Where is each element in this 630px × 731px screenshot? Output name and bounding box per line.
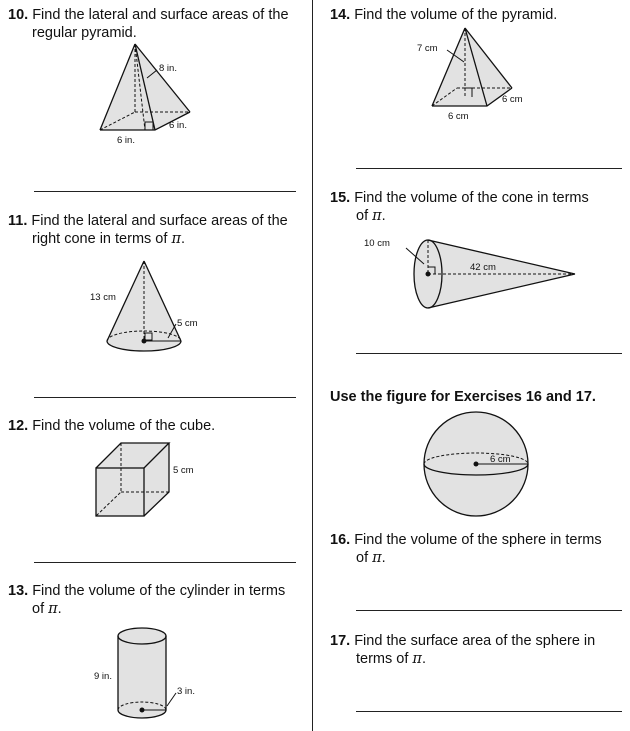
- side-label: 6 in.: [169, 120, 187, 131]
- column-divider: [312, 0, 313, 731]
- height-label: 7 cm: [417, 43, 438, 54]
- question-number: 15.: [330, 190, 351, 206]
- cube-figure-q12: [93, 440, 213, 520]
- base-label: 6 cm: [448, 111, 469, 122]
- answer-line: [34, 191, 296, 192]
- cone-figure-q15: [358, 236, 618, 316]
- question-number: 13.: [8, 583, 29, 599]
- pi-symbol: π: [171, 231, 181, 247]
- question-14: [330, 6, 557, 24]
- question-number: 12.: [8, 418, 29, 434]
- radius-label: 10 cm: [364, 238, 390, 249]
- answer-line: [356, 353, 622, 354]
- pi-symbol: π: [372, 208, 382, 224]
- pi-symbol: π: [372, 550, 382, 566]
- question-text: Find the volume of the cylinder in terms: [32, 583, 286, 599]
- question-number: 16.: [330, 532, 351, 548]
- slant-label: 8 in.: [159, 63, 177, 74]
- question-16: 16. Find the volume of the sphere in terms of π.: [330, 532, 602, 566]
- base-label: 6 in.: [117, 135, 135, 146]
- pyramid-figure-q10: [95, 42, 225, 146]
- radius-label: 6 cm: [490, 454, 511, 465]
- question-text-2: of: [356, 208, 369, 224]
- answer-line: [356, 711, 622, 712]
- pyramid-figure-q14: [412, 26, 552, 126]
- center-point: [142, 339, 147, 344]
- question-text: Find the lateral and surface areas of the: [31, 213, 288, 229]
- height-label: 9 in.: [94, 671, 112, 682]
- answer-line: [34, 562, 296, 563]
- radius-label: 3 in.: [177, 686, 195, 697]
- question-number: 10.: [8, 7, 29, 23]
- question-12: [8, 417, 215, 435]
- pi-symbol: π: [48, 601, 58, 617]
- question-text-2: right cone in terms of: [32, 231, 168, 247]
- question-number: 14.: [330, 7, 351, 23]
- radius-label: 5 cm: [177, 318, 198, 329]
- center-point: [426, 272, 431, 277]
- question-text: Find the volume of the pyramid.: [354, 7, 558, 23]
- answer-line: [356, 610, 622, 611]
- question-text-2: regular pyramid.: [32, 25, 137, 41]
- question-17: 17. Find the surface area of the sphere in terms of π.: [330, 633, 596, 667]
- question-15: 15. Find the volume of the cone in terms of π.: [330, 190, 589, 224]
- sphere-figure: [418, 412, 538, 522]
- exercise-heading: Use the figure for Exercises 16 and 17.: [330, 389, 596, 405]
- pi-symbol: π: [412, 651, 422, 667]
- question-text: Find the surface area of the sphere in: [354, 633, 596, 649]
- side-label: 6 cm: [502, 94, 523, 105]
- question-13: 13. Find the volume of the cylinder in terms of π.: [8, 583, 286, 617]
- question-text-2: terms of: [356, 651, 409, 667]
- center-point: [474, 462, 479, 467]
- label-leader: [167, 693, 176, 706]
- center-point: [140, 708, 145, 713]
- question-text: Find the lateral and surface areas of the: [32, 7, 289, 23]
- answer-line: [34, 397, 296, 398]
- edge-label: 5 cm: [173, 465, 194, 476]
- question-11: 11. Find the lateral and surface areas of the right cone in terms of π.: [8, 213, 288, 247]
- question-text-2: of: [356, 550, 369, 566]
- question-text-2: of: [32, 601, 45, 617]
- cylinder-figure-q13: [90, 626, 220, 726]
- height-label: 42 cm: [470, 262, 496, 273]
- question-number: 17.: [330, 633, 351, 649]
- height-label: 13 cm: [90, 292, 116, 303]
- question-text: Find the volume of the cube.: [32, 418, 216, 434]
- cone-figure-q11: [90, 258, 210, 358]
- question-text: Find the volume of the sphere in terms: [354, 532, 602, 548]
- question-10: [8, 6, 289, 42]
- answer-line: [356, 168, 622, 169]
- question-text: Find the volume of the cone in terms: [354, 190, 589, 206]
- question-number: 11.: [8, 213, 28, 229]
